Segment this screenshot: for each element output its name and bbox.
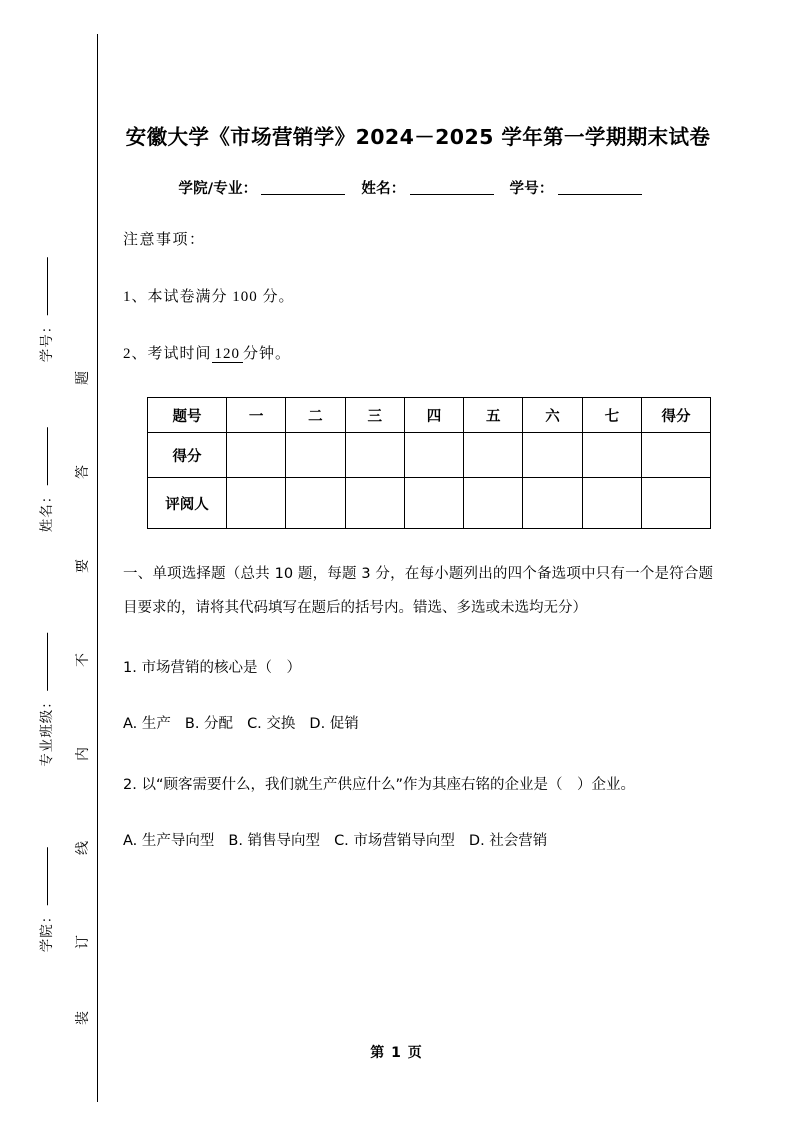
binding-char-2: 要 — [76, 559, 91, 573]
margin-field-2 — [35, 633, 55, 767]
score-table-cell-score-2[interactable] — [345, 433, 404, 478]
margin-field-blank-3[interactable] — [47, 848, 48, 906]
score-table-container — [147, 397, 713, 529]
question-1-option-0[interactable]: A. 生产 — [123, 716, 171, 733]
score-table-cell-score-0[interactable] — [227, 433, 286, 478]
score-table-cell-header-0: 一 — [227, 398, 286, 433]
score-table-cell-header-6: 七 — [582, 398, 641, 433]
score-table-cell-score-5[interactable] — [523, 433, 582, 478]
score-table-cell-header-3: 四 — [404, 398, 463, 433]
score-table-cell-grader-6[interactable] — [582, 478, 641, 529]
score-table-rowhead-grader: 评阅人 — [148, 478, 227, 529]
page-footer — [0, 1042, 793, 1062]
score-table-rowhead-score: 得分 — [148, 433, 227, 478]
margin-field-blank-0[interactable] — [47, 258, 48, 316]
margin-field-label-1: 姓名： — [39, 488, 54, 533]
notice-item-total-score — [123, 285, 713, 306]
score-table-cell-score-4[interactable] — [464, 433, 523, 478]
student-field-department-label: 学院/专业： — [178, 181, 258, 198]
score-table — [147, 397, 711, 529]
margin-field-blank-2[interactable] — [47, 633, 48, 691]
score-table-rowhead-header: 题号 — [148, 398, 227, 433]
notice-item-duration-suffix: 分钟。 — [243, 346, 292, 363]
margin-field-blank-1[interactable] — [47, 428, 48, 486]
score-table-cell-grader-7[interactable] — [642, 478, 711, 529]
section-heading-0: 一、单项选择题（总共 10 题，每题 3 分，在每小题列出的四个备选项中只有一个是符合题目要求的，请将其代码填写在题后的括号内。错选、多选或未选均无分） — [123, 566, 713, 617]
question-2-option-3[interactable]: D. 社会营销 — [468, 832, 548, 849]
student-info-line — [123, 177, 713, 198]
question-2-option-2[interactable]: C. 市场营销导向型 — [334, 832, 455, 849]
binding-char-7: 装 — [76, 1011, 91, 1025]
question-1-option-2[interactable]: C. 交换 — [247, 716, 296, 733]
binding-text-column — [66, 0, 98, 1122]
question-1-option-3[interactable]: D. 促销 — [309, 716, 359, 733]
score-table-cell-grader-5[interactable] — [523, 478, 582, 529]
student-field-id-label: 学号： — [509, 181, 554, 198]
notice-item-duration-prefix: 2、考试时间 — [123, 346, 212, 363]
score-table-cell-score-7[interactable] — [642, 433, 711, 478]
margin-field-column — [22, 0, 68, 1122]
document-content — [123, 0, 713, 858]
student-field-id — [510, 181, 646, 197]
score-table-cell-grader-2[interactable] — [345, 478, 404, 529]
score-table-cell-score-1[interactable] — [286, 433, 345, 478]
student-field-name — [361, 181, 497, 197]
student-field-department-blank[interactable] — [261, 194, 345, 195]
notice-item-total-score-text: 1、本试卷满分 100 分。 — [123, 289, 295, 306]
page-number-label: 第 1 页 — [370, 1045, 423, 1061]
binding-char-4: 内 — [76, 747, 91, 761]
score-table-cell-header-1: 二 — [286, 398, 345, 433]
score-table-row-score — [148, 433, 711, 478]
score-table-cell-score-3[interactable] — [404, 433, 463, 478]
notice-item-duration-value: 120 — [212, 346, 244, 363]
student-field-name-label: 姓名： — [361, 181, 406, 198]
score-table-cell-header-7: 得分 — [642, 398, 711, 433]
question-2-option-1[interactable]: B. 销售导向型 — [228, 832, 321, 849]
margin-field-label-3: 学院： — [39, 908, 54, 953]
score-table-cell-score-6[interactable] — [582, 433, 641, 478]
question-options-2 — [123, 824, 713, 858]
binding-char-5: 线 — [76, 841, 91, 855]
binding-char-0: 题 — [76, 371, 91, 385]
question-options-1 — [123, 707, 713, 741]
margin-field-label-2: 专业班级： — [39, 694, 54, 767]
score-table-cell-grader-0[interactable] — [227, 478, 286, 529]
student-field-name-blank[interactable] — [410, 194, 494, 195]
question-2-option-0[interactable]: A. 生产导向型 — [123, 832, 215, 849]
binding-char-6: 订 — [76, 935, 91, 949]
student-field-id-blank[interactable] — [558, 194, 642, 195]
score-table-cell-grader-4[interactable] — [464, 478, 523, 529]
questions-container — [123, 557, 713, 857]
notice-item-duration — [123, 342, 713, 363]
margin-field-label-0: 学号： — [39, 318, 54, 363]
score-table-cell-grader-1[interactable] — [286, 478, 345, 529]
question-1-option-1[interactable]: B. 分配 — [184, 716, 234, 733]
binding-char-1: 答 — [76, 465, 91, 479]
score-table-row-header — [148, 398, 711, 433]
score-table-cell-header-4: 五 — [464, 398, 523, 433]
score-table-cell-grader-3[interactable] — [404, 478, 463, 529]
margin-field-0 — [35, 258, 55, 363]
question-stem-2: 2. 以“顾客需要什么，我们就生产供应什么”作为其座右铭的企业是（ ）企业。 — [123, 776, 635, 793]
question-stem-1: 1. 市场营销的核心是（ ） — [123, 660, 301, 677]
notice-heading: 注意事项： — [123, 232, 206, 249]
student-field-department — [178, 181, 349, 197]
score-table-row-grader — [148, 478, 711, 529]
margin-field-1 — [35, 428, 55, 533]
page-title: 安徽大学《市场营销学》2024－2025 学年第一学期期末试卷 — [125, 125, 711, 149]
margin-field-3 — [35, 848, 55, 953]
score-table-cell-header-5: 六 — [523, 398, 582, 433]
score-table-cell-header-2: 三 — [345, 398, 404, 433]
binding-char-3: 不 — [76, 653, 91, 667]
